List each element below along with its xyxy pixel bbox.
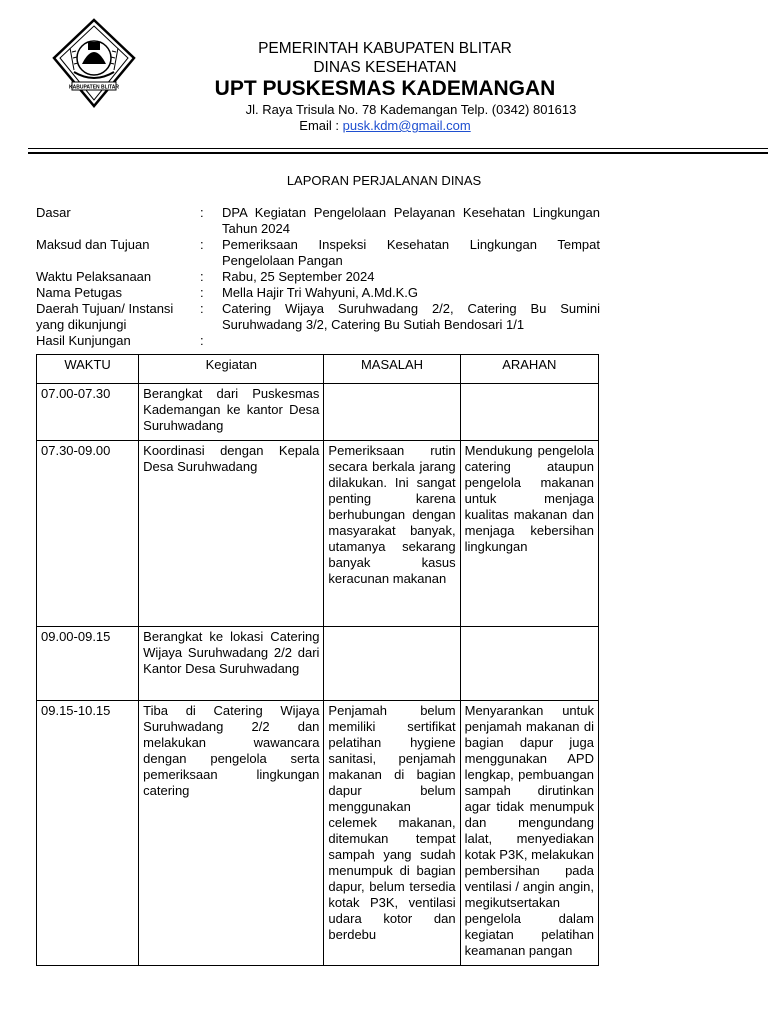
info-label: Daerah Tujuan/ Instansi yang dikunjungi	[36, 301, 174, 332]
cell-masalah: Pemeriksaan rutin secara berkala jarang dilakukan. Ini sangat penting karena berhubungan dengan masyarakat banyak, utamanya sekarang banyak kasus keracunan makanan	[324, 441, 460, 627]
info-label: Hasil Kunjungan	[36, 333, 131, 348]
letterhead-address: Jl. Raya Trisula No. 78 Kademangan Telp. (0342) 801613	[245, 102, 577, 117]
info-row-hasil	[36, 333, 600, 349]
info-row-daerah	[36, 301, 600, 333]
letterhead-government: PEMERINTAH KABUPATEN BLITAR	[258, 40, 512, 57]
column-header-masalah: MASALAH	[324, 355, 460, 384]
info-value: Mella Hajir Tri Wahyuni, A.Md.K.G	[222, 285, 419, 300]
info-label: Waktu Pelaksanaan	[36, 269, 152, 284]
info-value: Pemeriksaan Inspeksi Kesehatan Lingkungan Tempat Pengelolaan Pangan	[222, 237, 600, 268]
info-label: Maksud dan Tujuan	[36, 237, 150, 252]
cell-arahan: Mendukung pengelola catering ataupun pengelola makanan untuk menjaga kualitas makanan dan menjaga kebersihan lingkungan	[460, 441, 598, 627]
cell-kegiatan: Berangkat ke lokasi Catering Wijaya Suruhwadang 2/2 dari Kantor Desa Suruhwadang	[139, 627, 324, 701]
table-row	[37, 384, 599, 441]
kabupaten-blitar-logo	[52, 18, 136, 110]
header-divider-thin	[28, 148, 768, 149]
info-colon: :	[200, 301, 204, 316]
cell-masalah	[324, 384, 460, 441]
cell-kegiatan: Koordinasi dengan Kepala Desa Suruhwadang	[139, 441, 324, 627]
column-header-arahan: ARAHAN	[460, 355, 598, 384]
report-info	[36, 205, 600, 349]
column-header-waktu: WAKTU	[37, 355, 139, 384]
cell-arahan: Menyarankan untuk penjamah makanan di bagian dapur juga menggunakan APD lengkap, pembuangan sampah dirutinkan agar tidak menumpuk dan mengundang lalat, menyediakan kotak P3K, melakukan pembersihan pada ventilasi / angin angin, megikutsertakan pengelola dalam kegiatan pelatihan keamanan pangan	[460, 701, 598, 966]
document-title: LAPORAN PERJALANAN DINAS	[286, 173, 482, 188]
cell-kegiatan: Berangkat dari Puskesmas Kademangan ke kantor Desa Suruhwadang	[139, 384, 324, 441]
cell-waktu: 09.00-09.15	[37, 627, 139, 701]
cell-masalah: Penjamah belum memiliki sertifikat pelatihan hygiene sanitasi, penjamah makanan di bagian dapur belum menggunakan celemek makanan, ditemukan tempat sampah yang sudah menumpuk di bagian dapur, belum tersedia kotak P3K, ventilasi udara kotor dan berdebu	[324, 701, 460, 966]
table-row	[37, 701, 599, 966]
info-row-dasar	[36, 205, 600, 237]
table-row	[37, 441, 599, 627]
info-row-maksud	[36, 237, 600, 269]
info-colon: :	[200, 269, 204, 284]
table-row	[37, 627, 599, 701]
cell-arahan	[460, 384, 598, 441]
activity-table	[36, 354, 599, 966]
header-divider-thick	[28, 152, 768, 154]
letterhead-department: DINAS KESEHATAN	[313, 59, 457, 76]
email-link[interactable]: pusk.kdm@gmail.com	[342, 118, 471, 133]
info-value: Rabu, 25 September 2024	[222, 269, 375, 284]
svg-text:KABUPATEN BLITAR: KABUPATEN BLITAR	[69, 84, 119, 91]
cell-waktu: 07.30-09.00	[37, 441, 139, 627]
letterhead-email	[200, 118, 570, 133]
info-label: Nama Petugas	[36, 285, 122, 300]
info-value	[222, 333, 600, 349]
cell-masalah	[324, 627, 460, 701]
email-label: Email :	[299, 118, 343, 133]
info-colon: :	[200, 285, 204, 300]
column-header-kegiatan: Kegiatan	[139, 355, 324, 384]
info-label: Dasar	[36, 205, 71, 220]
info-colon: :	[200, 333, 204, 348]
letterhead-institution: UPT PUSKESMAS KADEMANGAN	[214, 77, 556, 100]
cell-waktu: 09.15-10.15	[37, 701, 139, 966]
info-colon: :	[200, 205, 204, 220]
table-header-row	[37, 355, 599, 384]
cell-waktu: 07.00-07.30	[37, 384, 139, 441]
info-row-petugas	[36, 285, 600, 301]
info-value: DPA Kegiatan Pengelolaan Pelayanan Kesehatan Lingkungan Tahun 2024	[222, 205, 600, 236]
cell-arahan	[460, 627, 598, 701]
info-value: Catering Wijaya Suruhwadang 2/2, Catering Bu Sumini Suruhwadang 3/2, Catering Bu Sutiah Bendosari 1/1	[222, 301, 600, 332]
info-row-waktu	[36, 269, 600, 285]
info-colon: :	[200, 237, 204, 252]
cell-kegiatan: Tiba di Catering Wijaya Suruhwadang 2/2 dan melakukan wawancara dengan pengelola serta pemeriksaan lingkungan catering	[139, 701, 324, 966]
